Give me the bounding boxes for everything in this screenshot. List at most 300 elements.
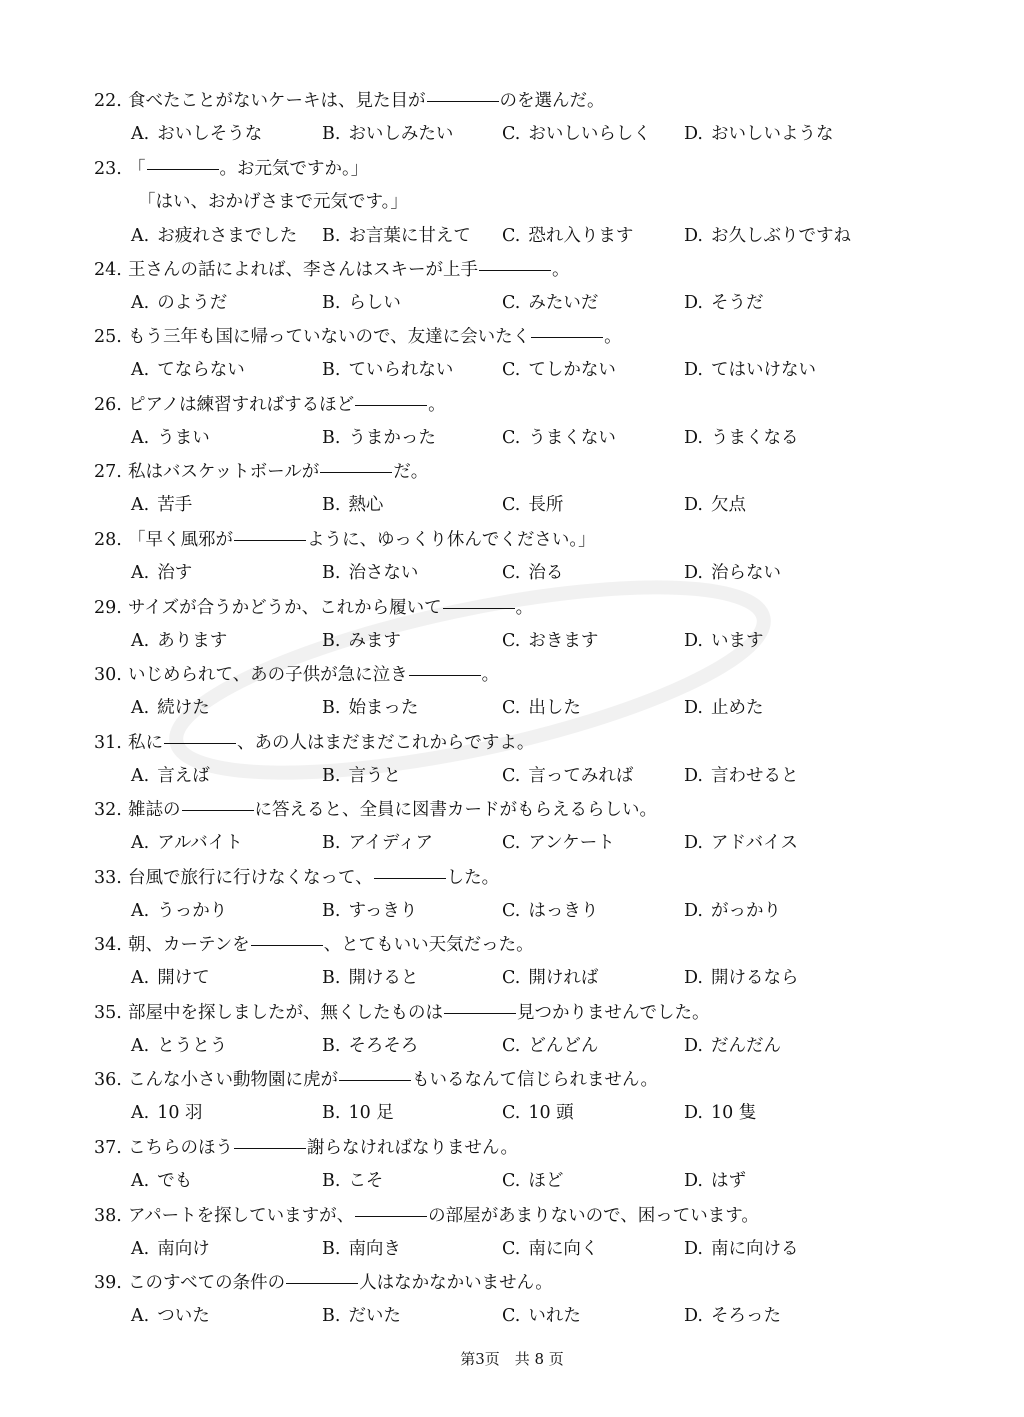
question-37-option-b — [322, 1169, 383, 1193]
question-31-option-a — [131, 764, 210, 788]
answer-blank — [479, 269, 551, 271]
option-letter: C. — [502, 1171, 521, 1191]
option-letter: D. — [684, 1239, 703, 1259]
option-letter: A. — [131, 428, 150, 448]
answer-blank — [320, 471, 392, 473]
question-number: 24. — [94, 260, 122, 280]
option-letter: D. — [684, 124, 703, 144]
option-letter: D. — [684, 563, 703, 583]
option-text: アイディア — [348, 833, 433, 853]
question-37-stem — [94, 1136, 518, 1160]
option-text: 長所 — [528, 495, 564, 515]
option-text: お久しぶりですね — [710, 226, 851, 246]
option-text: 欠点 — [710, 495, 746, 515]
option-letter: A. — [131, 1171, 150, 1191]
question-text-before-blank: 王さんの話によれば、李さんはスキーが上手 — [128, 260, 478, 280]
question-23-option-a — [131, 224, 297, 248]
question-38-stem — [94, 1204, 759, 1228]
question-39-stem — [94, 1271, 553, 1295]
option-letter: D. — [684, 226, 703, 246]
question-25-option-a — [131, 358, 245, 382]
question-29-stem — [94, 596, 533, 620]
question-26-option-b — [322, 426, 436, 450]
option-text: 苦手 — [157, 495, 193, 515]
answer-blank — [339, 1079, 411, 1081]
option-text: 止めた — [710, 698, 764, 718]
question-32-option-c — [502, 831, 615, 855]
question-text-before-blank: こんな小さい動物園に虎が — [128, 1070, 338, 1090]
question-33-option-b — [322, 899, 417, 923]
answer-blank — [234, 539, 306, 541]
question-text-after-blank: だ。 — [393, 462, 429, 482]
option-letter: C. — [502, 901, 521, 921]
question-text-before-blank: もう三年も国に帰っていないので、友達に会いたく — [128, 327, 531, 347]
question-number: 39. — [94, 1273, 122, 1293]
option-text: がっかり — [710, 901, 781, 921]
question-text-after-blank: ように、ゆっくり休んでください。」 — [307, 530, 596, 550]
question-35-option-b — [322, 1034, 418, 1058]
option-text: ほど — [528, 1171, 564, 1191]
question-text-before-blank: アパートを探していますが、 — [128, 1206, 355, 1226]
option-text: 南向き — [348, 1239, 401, 1259]
question-33-option-c — [502, 899, 598, 923]
option-letter: A. — [131, 1103, 150, 1123]
answer-blank — [286, 1282, 358, 1284]
option-text: うまかった — [348, 428, 436, 448]
option-text: 言ってみれば — [528, 766, 634, 786]
option-text: はず — [710, 1171, 746, 1191]
question-35-option-a — [131, 1034, 227, 1058]
question-31-stem — [94, 731, 534, 755]
page-footer: 第3页 共 8 页 — [460, 1350, 564, 1368]
option-text: 開ければ — [528, 968, 599, 988]
option-letter: A. — [131, 631, 150, 651]
option-text: お言葉に甘えて — [348, 226, 471, 246]
question-number: 31. — [94, 733, 122, 753]
option-text: 熱心 — [348, 495, 384, 515]
question-34-option-b — [322, 966, 418, 990]
question-22-stem — [94, 89, 605, 113]
option-letter: D. — [684, 1171, 703, 1191]
option-letter: D. — [684, 1036, 703, 1056]
question-24-option-c — [502, 291, 598, 315]
question-30-option-d — [684, 696, 763, 720]
option-letter: C. — [502, 495, 521, 515]
question-39-option-a — [131, 1304, 210, 1328]
option-text: アドバイス — [710, 833, 798, 853]
question-22-option-d — [684, 122, 833, 146]
option-letter: C. — [502, 766, 521, 786]
question-28-option-d — [684, 561, 781, 585]
option-letter: C. — [502, 833, 521, 853]
question-text-after-blank: のを選んだ。 — [499, 91, 605, 111]
option-text: 南向け — [157, 1239, 210, 1259]
answer-blank — [355, 1215, 427, 1217]
question-37-option-a — [131, 1169, 192, 1193]
question-39-option-d — [684, 1304, 781, 1328]
option-text: おいしいような — [710, 124, 834, 144]
option-letter: B. — [322, 495, 341, 515]
option-letter: D. — [684, 631, 703, 651]
option-letter: D. — [684, 968, 703, 988]
question-number: 35. — [94, 1003, 122, 1023]
question-23-option-d — [684, 224, 851, 248]
option-text: います — [710, 631, 764, 651]
option-letter: C. — [502, 631, 521, 651]
question-31-option-d — [684, 764, 798, 788]
option-letter: B. — [322, 833, 341, 853]
question-number: 36. — [94, 1070, 122, 1090]
question-28-stem — [94, 528, 596, 552]
option-text: おいしいらしく — [528, 124, 651, 144]
option-text: そろそろ — [348, 1036, 419, 1056]
option-letter: B. — [322, 293, 341, 313]
question-23-reply-line: 「はい、おかげさまで元気です。」 — [138, 192, 408, 212]
question-number: 23. — [94, 159, 122, 179]
question-32-option-b — [322, 831, 433, 855]
option-letter: B. — [322, 360, 341, 380]
option-letter: B. — [322, 563, 341, 583]
question-27-option-c — [502, 493, 563, 517]
option-text: あります — [157, 631, 228, 651]
answer-blank — [234, 1147, 306, 1149]
option-text: うまくなる — [710, 428, 799, 448]
option-letter: D. — [684, 833, 703, 853]
question-text-before-blank: 食べたことがないケーキは、見た目が — [128, 91, 426, 111]
answer-blank — [251, 944, 323, 946]
question-text-after-blank: 人はなかなかいません。 — [359, 1273, 553, 1293]
question-25-option-d — [684, 358, 816, 382]
option-letter: A. — [131, 833, 150, 853]
option-letter: B. — [322, 124, 341, 144]
option-text: てならない — [157, 360, 245, 380]
answer-blank — [164, 742, 236, 744]
option-letter: D. — [684, 901, 703, 921]
option-text: 治らない — [710, 563, 781, 583]
question-24-option-d — [684, 291, 763, 315]
question-text-before-blank: 「 — [128, 159, 146, 179]
question-text-before-blank: サイズが合うかどうか、これから履いて — [128, 598, 442, 618]
question-text-after-blank: 。お元気ですか。」 — [219, 159, 369, 179]
question-text-after-blank: 。 — [604, 327, 622, 347]
question-text-before-blank: 朝、カーテンを — [128, 935, 250, 955]
option-letter: D. — [684, 360, 703, 380]
option-letter: A. — [131, 360, 150, 380]
question-text-before-blank: ピアノは練習すればするほど — [128, 395, 355, 415]
question-number: 38. — [94, 1206, 122, 1226]
answer-blank — [409, 674, 481, 676]
question-30-stem — [94, 663, 499, 687]
option-letter: B. — [322, 1239, 341, 1259]
answer-blank — [443, 607, 515, 609]
question-text-after-blank: の部屋があまりないので、困っています。 — [428, 1206, 759, 1226]
question-24-stem — [94, 258, 570, 282]
option-letter: A. — [131, 901, 150, 921]
question-text-before-blank: 「早く風邪が — [128, 530, 233, 550]
question-text-after-blank: 。 — [515, 598, 534, 618]
option-text: 南に向ける — [710, 1239, 799, 1259]
option-text: おいしそうな — [157, 124, 263, 144]
question-number: 29. — [94, 598, 122, 618]
question-36-stem — [94, 1068, 658, 1092]
option-text: だんだん — [710, 1036, 781, 1056]
question-text-before-blank: 台風で旅行に行けなくなって、 — [128, 868, 373, 888]
option-text: 10 足 — [348, 1103, 394, 1123]
question-number: 26. — [94, 395, 122, 415]
question-38-option-b — [322, 1237, 401, 1261]
question-33-stem — [94, 866, 499, 890]
question-27-option-d — [684, 493, 746, 517]
option-text: おきます — [528, 631, 599, 651]
option-letter: A. — [131, 124, 150, 144]
question-30-option-b — [322, 696, 418, 720]
question-24-option-a — [131, 291, 227, 315]
question-23-option-b — [322, 224, 471, 248]
option-letter: C. — [502, 1036, 521, 1056]
question-number: 22. — [94, 91, 122, 111]
option-text: らしい — [348, 293, 401, 313]
question-text-after-blank: 。 — [552, 260, 570, 280]
option-letter: B. — [322, 1306, 341, 1326]
question-number: 28. — [94, 530, 122, 550]
option-text: 開けると — [348, 968, 419, 988]
question-31-option-c — [502, 764, 633, 788]
answer-blank — [531, 336, 603, 338]
option-letter: C. — [502, 968, 521, 988]
question-37-option-c — [502, 1169, 563, 1193]
question-number: 27. — [94, 462, 122, 482]
option-text: てしかない — [528, 360, 616, 380]
answer-blank — [374, 877, 446, 879]
option-text: こそ — [348, 1171, 384, 1191]
question-34-option-c — [502, 966, 598, 990]
option-text: おいしみたい — [348, 124, 454, 144]
option-letter: A. — [131, 293, 150, 313]
question-34-option-a — [131, 966, 210, 990]
question-28-option-a — [131, 561, 192, 585]
option-text: 出した — [528, 698, 581, 718]
option-text: 開けて — [157, 968, 210, 988]
question-text-after-blank: 、あの人はまだまだこれからですよ。 — [237, 733, 535, 753]
question-25-stem — [94, 325, 622, 349]
question-26-option-a — [131, 426, 210, 450]
option-letter: C. — [502, 293, 521, 313]
option-text: だいた — [348, 1306, 401, 1326]
question-36-option-d — [684, 1101, 756, 1125]
question-text-after-blank: に答えると、全員に図書カードがもらえるらしい。 — [254, 800, 657, 820]
question-text-after-blank: 。 — [481, 665, 500, 685]
option-text: のようだ — [157, 293, 228, 313]
option-text: はっきり — [528, 901, 599, 921]
question-text-before-blank: 部屋中を探しましたが、無くしたものは — [128, 1003, 443, 1023]
question-38-option-a — [131, 1237, 210, 1261]
option-letter: B. — [322, 901, 341, 921]
option-text: 恐れ入ります — [528, 226, 634, 246]
question-number: 25. — [94, 327, 122, 347]
option-letter: D. — [684, 766, 703, 786]
question-number: 34. — [94, 935, 122, 955]
question-36-option-a — [131, 1101, 203, 1125]
option-letter: A. — [131, 1036, 150, 1056]
option-text: ていられない — [348, 360, 454, 380]
option-letter: A. — [131, 226, 150, 246]
option-letter: C. — [502, 124, 521, 144]
answer-blank — [444, 1012, 516, 1014]
question-24-option-b — [322, 291, 401, 315]
option-letter: C. — [502, 1239, 521, 1259]
option-letter: B. — [322, 226, 341, 246]
question-25-option-c — [502, 358, 616, 382]
question-33-option-a — [131, 899, 227, 923]
question-33-option-d — [684, 899, 781, 923]
question-text-after-blank: 謝らなければなりません。 — [307, 1138, 519, 1158]
option-letter: D. — [684, 495, 703, 515]
option-text: うまくない — [528, 428, 616, 448]
option-text: てはいけない — [710, 360, 816, 380]
question-23-stem — [94, 157, 368, 181]
option-letter: B. — [322, 1036, 341, 1056]
question-35-option-c — [502, 1034, 598, 1058]
question-number: 30. — [94, 665, 122, 685]
question-text-after-blank: 見つかりませんでした。 — [517, 1003, 710, 1023]
question-29-option-c — [502, 629, 598, 653]
option-text: お疲れさまでした — [157, 226, 298, 246]
question-25-option-b — [322, 358, 453, 382]
question-text-before-blank: 私に — [128, 733, 163, 753]
question-38-option-c — [502, 1237, 598, 1261]
option-letter: C. — [502, 1306, 521, 1326]
question-29-option-a — [131, 629, 227, 653]
question-36-option-b — [322, 1101, 394, 1125]
option-letter: A. — [131, 563, 150, 583]
option-text: うっかり — [157, 901, 228, 921]
question-26-stem — [94, 393, 446, 417]
option-letter: B. — [322, 1171, 341, 1191]
question-31-option-b — [322, 764, 401, 788]
question-39-option-b — [322, 1304, 401, 1328]
question-27-stem — [94, 460, 428, 484]
option-text: すっきり — [348, 901, 418, 921]
option-text: アルバイト — [157, 833, 243, 853]
option-letter: A. — [131, 968, 150, 988]
question-text-after-blank: 、とてもいい天気だった。 — [323, 935, 534, 955]
question-30-option-a — [131, 696, 210, 720]
option-letter: D. — [684, 1306, 703, 1326]
option-text: 言うと — [348, 766, 401, 786]
question-38-option-d — [684, 1237, 798, 1261]
option-letter: A. — [131, 495, 150, 515]
option-text: 開けるなら — [710, 968, 799, 988]
option-text: 南に向く — [528, 1239, 599, 1259]
option-text: でも — [157, 1171, 193, 1191]
option-letter: B. — [322, 698, 341, 718]
option-text: うまい — [157, 428, 210, 448]
option-letter: B. — [322, 631, 341, 651]
option-letter: C. — [502, 1103, 521, 1123]
option-letter: B. — [322, 1103, 341, 1123]
option-text: いれた — [528, 1306, 581, 1326]
option-letter: A. — [131, 766, 150, 786]
question-number: 37. — [94, 1138, 122, 1158]
option-text: そうだ — [710, 293, 764, 313]
question-text-before-blank: このすべての条件の — [128, 1273, 286, 1293]
option-letter: A. — [131, 1239, 150, 1259]
question-number: 33. — [94, 868, 122, 888]
question-30-option-c — [502, 696, 581, 720]
question-39-option-c — [502, 1304, 581, 1328]
question-text-before-blank: 私はバスケットボールが — [128, 462, 320, 482]
option-letter: B. — [322, 428, 341, 448]
option-letter: B. — [322, 968, 341, 988]
option-letter: C. — [502, 226, 521, 246]
option-text: みたいだ — [528, 293, 599, 313]
question-37-option-d — [684, 1169, 746, 1193]
question-text-after-blank: もいるなんて信じられません。 — [412, 1070, 659, 1090]
option-text: 治す — [157, 563, 193, 583]
option-text: 治さない — [348, 563, 419, 583]
option-text: 言わせると — [710, 766, 799, 786]
option-letter: D. — [684, 293, 703, 313]
option-letter: D. — [684, 1103, 703, 1123]
option-text: 治る — [528, 563, 564, 583]
option-letter: A. — [131, 698, 150, 718]
option-letter: D. — [684, 428, 703, 448]
option-text: 10 頭 — [528, 1103, 574, 1123]
question-text-after-blank: 。 — [428, 395, 446, 415]
question-26-option-d — [684, 426, 798, 450]
option-text: そろった — [710, 1306, 781, 1326]
option-text: アンケート — [528, 833, 615, 853]
question-text-before-blank: 雑誌の — [128, 800, 181, 820]
question-34-option-d — [684, 966, 798, 990]
answer-blank — [427, 100, 499, 102]
question-28-option-c — [502, 561, 563, 585]
question-text-before-blank: いじめられて、あの子供が急に泣き — [128, 665, 408, 685]
answer-blank — [147, 168, 219, 170]
question-32-option-d — [684, 831, 798, 855]
question-29-option-b — [322, 629, 401, 653]
answer-blank — [182, 809, 254, 811]
question-26-option-c — [502, 426, 616, 450]
option-letter: C. — [502, 428, 521, 448]
question-27-option-b — [322, 493, 383, 517]
option-text: とうとう — [157, 1036, 228, 1056]
option-letter: C. — [502, 698, 521, 718]
answer-blank — [355, 404, 427, 406]
question-34-stem — [94, 933, 534, 957]
question-35-stem — [94, 1001, 710, 1025]
option-text: ついた — [157, 1306, 210, 1326]
question-22-option-c — [502, 122, 651, 146]
option-letter: A. — [131, 1306, 150, 1326]
question-35-option-d — [684, 1034, 781, 1058]
question-23-option-c — [502, 224, 633, 248]
question-27-option-a — [131, 493, 192, 517]
option-text: 10 隻 — [710, 1103, 757, 1123]
option-text: 言えば — [157, 766, 210, 786]
question-36-option-c — [502, 1101, 574, 1125]
question-22-option-a — [131, 122, 262, 146]
question-text-after-blank: した。 — [446, 868, 500, 888]
option-letter: B. — [322, 766, 341, 786]
question-28-option-b — [322, 561, 418, 585]
option-text: 始まった — [348, 698, 419, 718]
question-22-option-b — [322, 122, 453, 146]
option-text: 続けた — [157, 698, 210, 718]
question-number: 32. — [94, 800, 122, 820]
option-letter: D. — [684, 698, 703, 718]
question-text-before-blank: こちらのほう — [128, 1138, 233, 1158]
